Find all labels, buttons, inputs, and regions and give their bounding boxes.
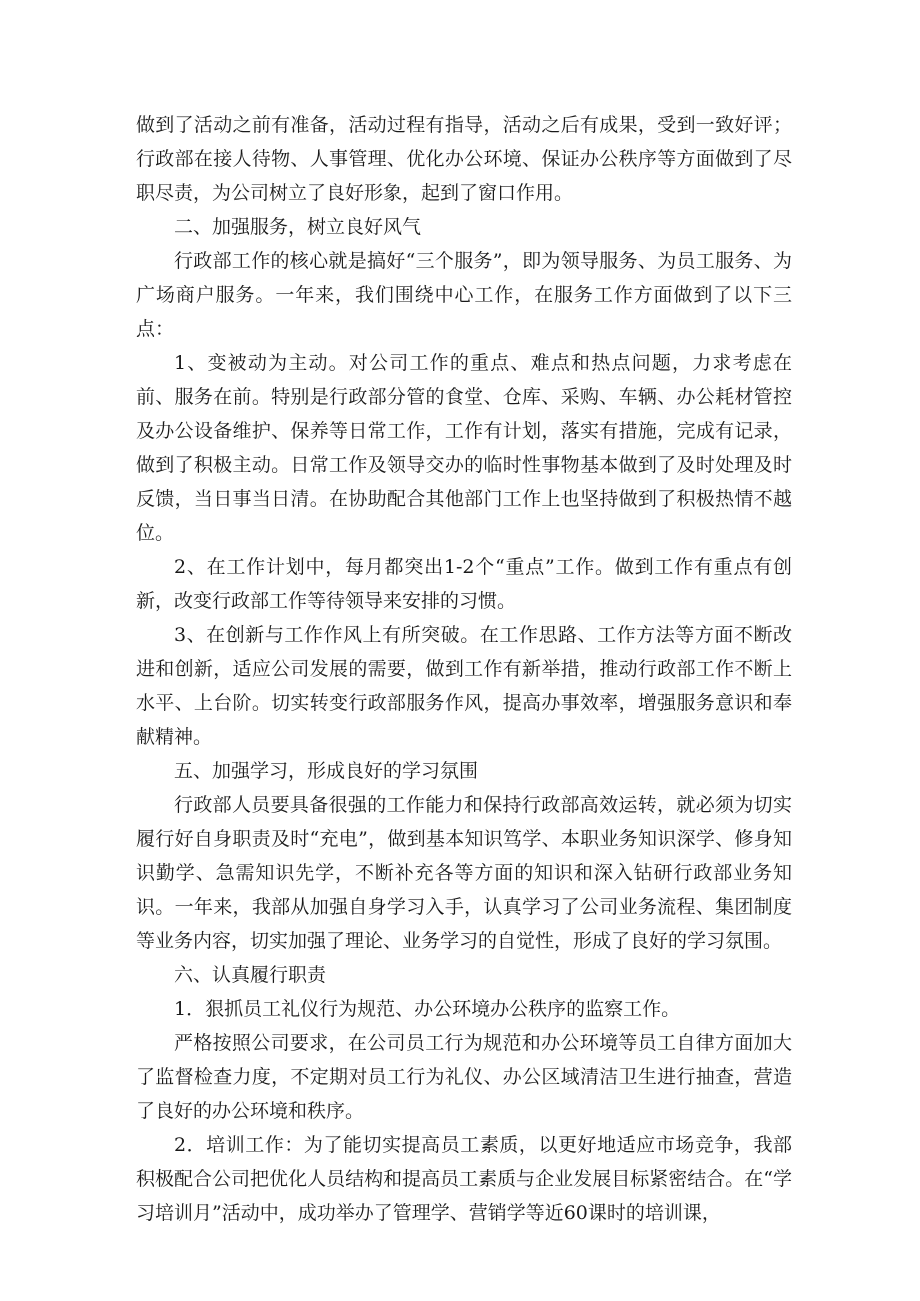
paragraph-point-1: 1、变被动为主动。对公司工作的重点、难点和热点问题，力求考虑在前、服务在前。特别是行政部分管的食堂、仓库、采购、车辆、办公耗材管控及办公设备维护、保养等日常工作，工作有计划，落实有措施，完成有记录，做到了积极主动。日常工作及领导交办的临时性事物基本做到了及时处理及时反馈，当日事当日清。在协助配合其他部门工作上也坚持做到了积极热情不越位。 [136, 352, 792, 544]
paragraph-three-services: 行政部工作的核心就是搞好“三个服务”，即为领导服务、为员工服务、为广场商户服务。一年来，我们围绕中心工作，在服务工作方面做到了以下三点： [136, 250, 792, 340]
paragraph-point-2: 2、在工作计划中，每月都突出1-2个“重点”工作。做到工作有重点有创新，改变行政部工作等待领导来安排的习惯。 [136, 556, 792, 612]
paragraph-point-3: 3、在创新与工作作风上有所突破。在工作思路、工作方法等方面不断改进和创新，适应公司发展的需要，做到工作有新举措，推动行政部工作不断上水平、上台阶。切实转变行政部服务作风，提高办事效率，增强服务意识和奉献精神。 [136, 624, 792, 748]
paragraph-duty-2-training: 2．培训工作：为了能切实提高员工素质，以更好地适应市场竞争，我部积极配合公司把优化人员结构和提高员工素质与企业发展目标紧密结合。在“学习培训月”活动中，成功举办了管理学、营销学等近60课时的培训课， [136, 1134, 792, 1224]
section-heading-study: 五、加强学习，形成良好的学习氛围 [174, 760, 479, 782]
paragraph-continuation: 做到了活动之前有准备，活动过程有指导，活动之后有成果，受到一致好评；行政部在接人待物、人事管理、优化办公环境、保证办公秩序等方面做到了尽职尽责，为公司树立了良好形象，起到了窗口作用。 [136, 114, 792, 204]
section-heading-duties: 六、认真履行职责 [174, 964, 327, 986]
paragraph-study: 行政部人员要具备很强的工作能力和保持行政部高效运转，就必须为切实履行好自身职责及时“充电”，做到基本知识笃学、本职业务知识深学、修身知识勤学、急需知识先学，不断补充各等方面的知识和深入钻研行政部业务知识。一年来，我部从加强自身学习入手，认真学习了公司业务流程、集团制度等业务内容，切实加强了理论、业务学习的自觉性，形成了良好的学习氛围。 [136, 794, 792, 952]
section-heading-service: 二、加强服务，树立良好风气 [174, 216, 422, 238]
document-page [136, 108, 792, 1230]
paragraph-duty-1-title: 1．狠抓员工礼仪行为规范、办公环境办公秩序的监察工作。 [174, 998, 681, 1020]
paragraph-duty-1-body: 严格按照公司要求，在公司员工行为规范和办公环境等员工自律方面加大了监督检查力度，不定期对员工行为礼仪、办公区域清洁卫生进行抽查，营造了良好的办公环境和秩序。 [136, 1032, 792, 1122]
